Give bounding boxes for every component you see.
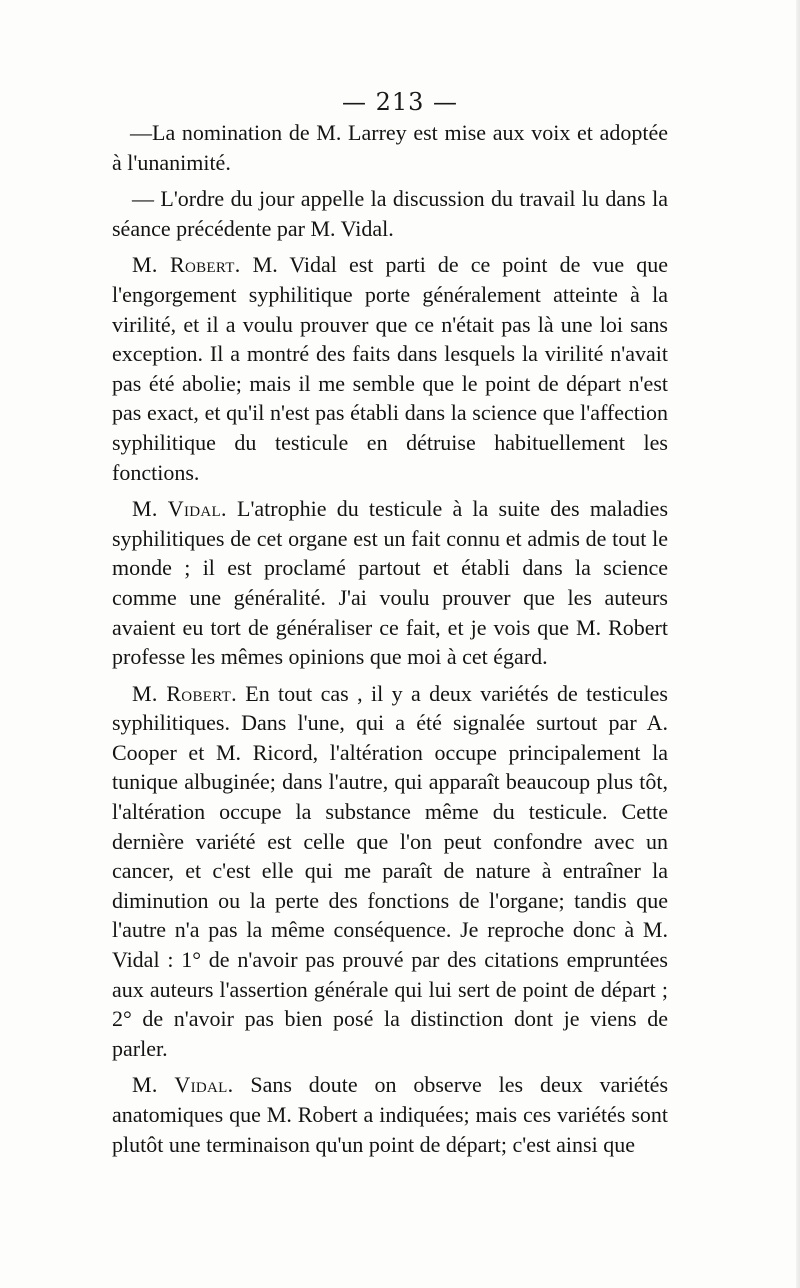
speaker-name: M. Robert.	[132, 252, 241, 278]
paragraph	[112, 1070, 668, 1159]
page-edge	[796, 0, 800, 1288]
body-text	[112, 118, 668, 1166]
page-number: — 213 —	[341, 88, 459, 116]
paragraph	[112, 250, 668, 487]
paragraph	[112, 118, 668, 177]
paragraph-text: M. Vidal est parti de ce point de vue que l'engorgement syphilitique porte généralement atteinte à la virilité, et il a voulu prouver que ce n'était pas là une loi sans exception. Il a montré des faits dans lesquels la virilité n'avait pas été abolie; mais il me semble que le point de départ n'est pas exact, et qu'il n'est pas établi dans la science que l'affection syphilitique du testicule en détruise habituellement les fonctions.	[112, 252, 668, 485]
paragraph-text: En tout cas , il y a deux variétés de testicules syphilitiques. Dans l'une, qui a été signalée surtout par A. Cooper et M. Ricord, l'altération occupe principalement la tunique albuginée; dans l'autre, qui apparaît beaucoup plus tôt, l'altération occupe la substance même du testicule. Cette dernière variété est celle que l'on peut confondre avec un cancer, et c'est elle qui me paraît de nature à entraîner la diminution ou la perte des fonctions de l'organe; tandis que l'autre n'a pas la même conséquence. Je reproche donc à M. Vidal : 1° de n'avoir pas prouvé par des citations empruntées aux auteurs l'assertion générale qui lui sert de point de départ ; 2° de n'avoir pas bien posé la distinction dont je viens de parler.	[112, 680, 668, 1061]
paragraph	[112, 184, 668, 243]
paragraph-text: — L'ordre du jour appelle la discussion du travail lu dans la séance précédente par M. Vidal.	[112, 186, 668, 241]
speaker-name: M. Vidal.	[132, 496, 227, 522]
paragraph-text: L'atrophie du testicule à la suite des maladies syphilitiques de cet organe est un fait connu et admis de tout le monde ; il est proclamé partout et établi dans la science comme une généralité. J'ai voulu prouver que les auteurs avaient eu tort de généraliser ce fait, et je vois que M. Robert professe les mêmes opinions que moi à cet égard.	[112, 496, 669, 670]
speaker-name: M. Robert.	[132, 680, 237, 706]
paragraph	[112, 679, 668, 1064]
paragraph	[112, 494, 668, 672]
paragraph-text: —La nomination de M. Larrey est mise aux voix et adoptée à l'unanimité.	[112, 120, 668, 175]
speaker-name: M. Vidal.	[132, 1072, 234, 1098]
paragraph-text: Sans doute on observe les deux variétés anatomiques que M. Robert a indiquées; mais ces variétés sont plutôt une terminaison qu'un point de départ; c'est ainsi que	[112, 1072, 669, 1157]
